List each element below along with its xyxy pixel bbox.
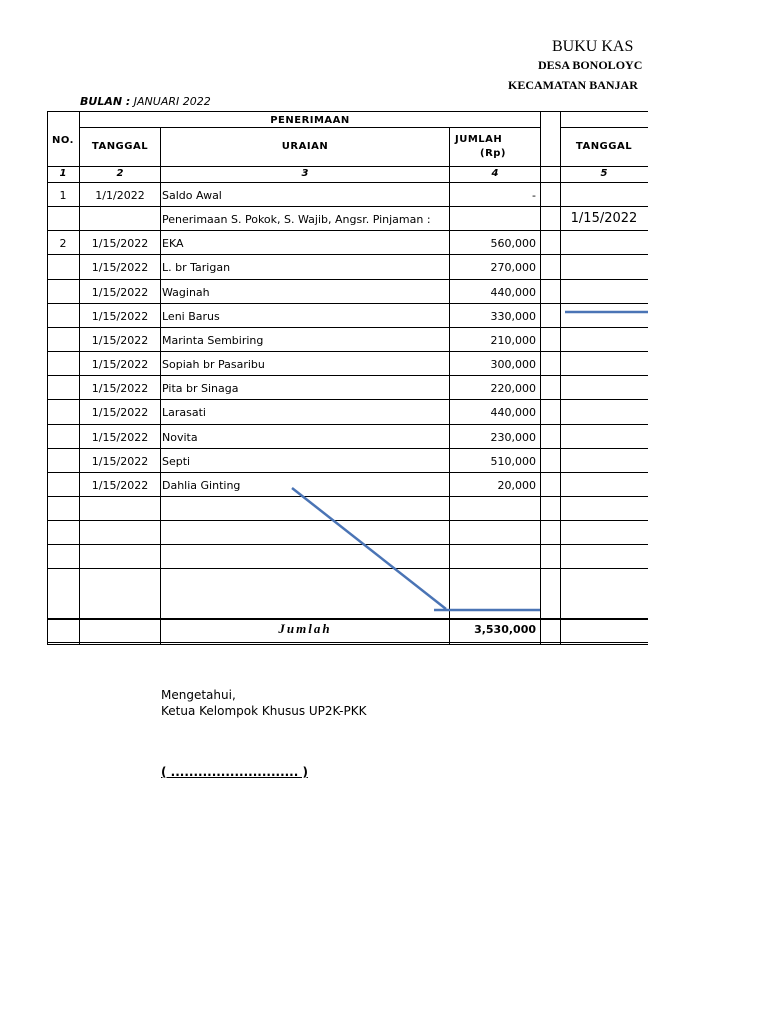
col-header-no: NO. — [52, 135, 74, 146]
cell-uraian: Marinta Sembiring — [162, 334, 264, 347]
cell-jumlah: 210,000 — [490, 334, 536, 347]
col-number: 3 — [301, 168, 309, 179]
month-label: BULAN : — [80, 95, 131, 108]
cell-tanggal: 1/15/2022 — [91, 479, 149, 492]
cell-uraian: EKA — [162, 237, 184, 250]
cell-tanggal: 1/15/2022 — [91, 237, 149, 250]
cell-jumlah: 440,000 — [490, 286, 536, 299]
col-number: 4 — [491, 168, 499, 179]
total-label: Jumlah — [278, 621, 332, 636]
grid-subheader-line — [561, 127, 648, 128]
cell-jumlah: 300,000 — [490, 358, 536, 371]
cell-jumlah: 440,000 — [490, 406, 536, 419]
grid-row-line — [47, 327, 648, 328]
month-line — [80, 95, 211, 108]
cell-uraian: Larasati — [162, 406, 206, 419]
grid-row-line — [47, 520, 648, 521]
col-header-uraian: URAIAN — [281, 141, 329, 152]
cell-tanggal: 1/1/2022 — [95, 189, 145, 202]
cell-jumlah: 270,000 — [490, 261, 536, 274]
cell-uraian: Novita — [162, 431, 198, 444]
cell-jumlah: 560,000 — [490, 237, 536, 250]
grid-total-top — [47, 618, 648, 620]
cell-tanggal: 1/15/2022 — [91, 455, 149, 468]
district-name: KECAMATAN BANJAR — [508, 78, 638, 92]
grid-row-line — [47, 303, 648, 304]
cell-tanggal: 1/15/2022 — [91, 334, 149, 347]
cell-uraian: L. br Tarigan — [162, 261, 231, 274]
cell-tanggal: 1/15/2022 — [91, 358, 149, 371]
grid-row-line — [47, 544, 648, 545]
diagonal-strike-line — [292, 488, 446, 609]
col-header-tanggal: TANGGAL — [91, 141, 149, 152]
cell-uraian: Dahlia Ginting — [162, 479, 241, 492]
grid-row-line — [47, 568, 648, 569]
grid-vline — [560, 111, 561, 645]
cell-uraian: Waginah — [162, 286, 210, 299]
grid-total-bottom — [47, 642, 648, 643]
grid-row-line — [47, 351, 648, 352]
cell-tanggal: 1/15/2022 — [91, 286, 149, 299]
cell-jumlah: - — [532, 189, 536, 202]
col-header-jumlah-unit: (Rp) — [480, 148, 506, 159]
group-header-penerimaan: PENERIMAAN — [270, 115, 350, 126]
acknowledgement-text: Mengetahui, — [161, 688, 236, 702]
cell-uraian: Leni Barus — [162, 310, 220, 323]
grid-numbers-bottom — [47, 182, 648, 183]
cell-tanggal: 1/15/2022 — [91, 431, 149, 444]
cell-tanggal-2: 1/15/2022 — [570, 211, 638, 226]
col-number: 2 — [116, 168, 124, 179]
grid-top-border — [47, 111, 648, 112]
grid-vline — [540, 111, 541, 645]
cell-no: 1 — [59, 189, 67, 202]
cell-jumlah: 230,000 — [490, 431, 536, 444]
cell-tanggal: 1/15/2022 — [91, 310, 149, 323]
col-number: 1 — [59, 168, 67, 179]
grid-vline — [160, 127, 161, 645]
cell-uraian: Pita br Sinaga — [162, 382, 239, 395]
signer-title: Ketua Kelompok Khusus UP2K-PKK — [161, 704, 367, 718]
signature-line: ( ............................ ) — [161, 765, 308, 779]
col-header-tanggal-2: TANGGAL — [575, 141, 633, 152]
grid-row-line — [47, 230, 648, 231]
grid-row-line — [47, 279, 648, 280]
grid-row-line — [47, 375, 648, 376]
month-value: JANUARI 2022 — [133, 95, 211, 108]
col-header-jumlah: JUMLAH — [455, 134, 503, 145]
cell-uraian: Sopiah br Pasaribu — [162, 358, 265, 371]
cell-tanggal: 1/15/2022 — [91, 406, 149, 419]
grid-row-line — [47, 424, 648, 425]
grid-row-line — [47, 472, 648, 473]
grid-total-bottom-double — [47, 644, 648, 645]
cell-jumlah: 330,000 — [490, 310, 536, 323]
cell-tanggal: 1/15/2022 — [91, 261, 149, 274]
grid-row-line — [47, 254, 648, 255]
cell-jumlah: 510,000 — [490, 455, 536, 468]
village-name: DESA BONOLOYC — [538, 58, 643, 72]
cell-uraian: Saldo Awal — [162, 189, 222, 202]
cell-uraian: Penerimaan S. Pokok, S. Wajib, Angsr. Pinjaman : — [162, 213, 431, 226]
cell-jumlah: 20,000 — [497, 479, 536, 492]
cell-jumlah: 220,000 — [490, 382, 536, 395]
cell-uraian: Septi — [162, 455, 191, 468]
cell-tanggal: 1/15/2022 — [91, 382, 149, 395]
grid-row-line — [47, 399, 648, 400]
grid-row-line — [47, 448, 648, 449]
cell-no: 2 — [59, 237, 67, 250]
grid-row-line — [47, 206, 648, 207]
document-title: BUKU KAS — [552, 38, 634, 55]
col-number: 5 — [600, 168, 608, 179]
total-value: 3,530,000 — [474, 623, 536, 636]
grid-row-line — [47, 496, 648, 497]
